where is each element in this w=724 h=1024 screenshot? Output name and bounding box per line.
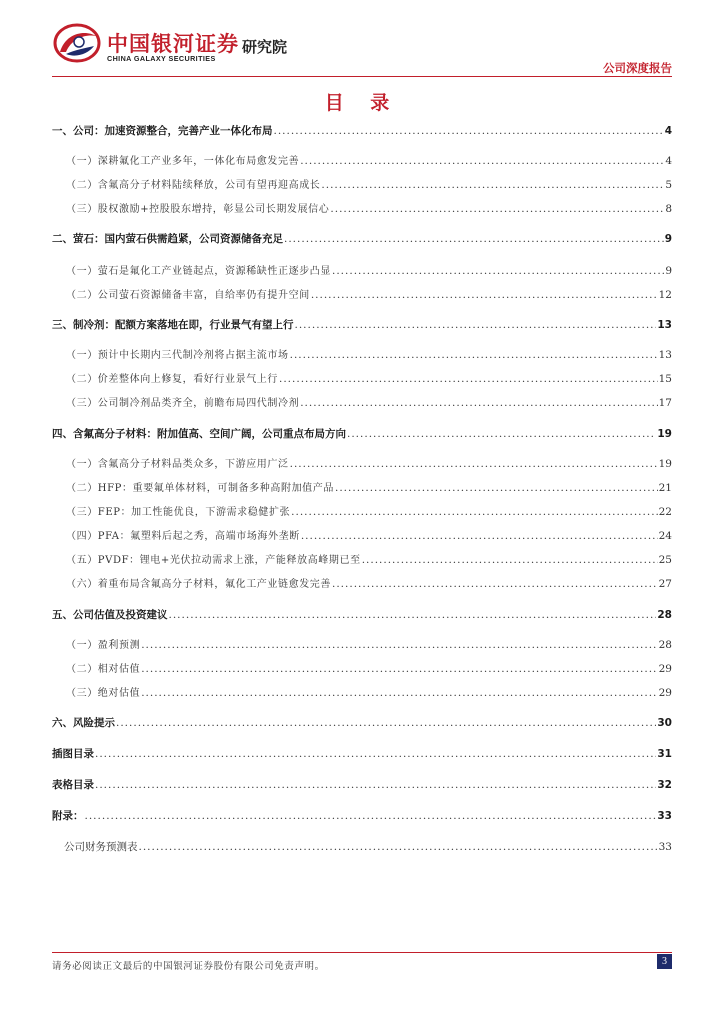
toc-entry-title: 三、制冷剂：配额方案落地在即，行业景气有望上行 xyxy=(52,319,294,331)
toc-leader-dots xyxy=(139,840,658,854)
toc-entry-page: 5 xyxy=(665,179,672,191)
toc-leader-dots xyxy=(362,553,658,567)
toc-leader-dots xyxy=(290,457,658,471)
toc-entry[interactable] xyxy=(52,577,672,592)
report-type-label: 公司深度报告 xyxy=(603,61,672,75)
toc-entry-title: （二）含氟高分子材料陆续释放，公司有望再迎高成长 xyxy=(66,180,321,191)
brand-name-en: CHINA GALAXY SECURITIES xyxy=(107,54,216,63)
header-divider xyxy=(52,76,672,77)
toc-entry[interactable] xyxy=(52,840,672,854)
toc-entry-title: （五）PVDF：锂电+光伏拉动需求上涨，产能释放高峰期已至 xyxy=(66,555,361,566)
toc-entry-page: 27 xyxy=(658,578,672,590)
toc-entry-title: （二）价差整体向上修复，看好行业景气上行 xyxy=(66,374,278,385)
toc-entry-title: （二）公司萤石资源储备丰富，自给率仍有提升空间 xyxy=(66,290,310,301)
toc-entry-page: 4 xyxy=(664,125,672,137)
toc-entry-page: 32 xyxy=(657,779,672,791)
toc-entry-title: （三）公司制冷剂品类齐全，前瞻布局四代制冷剂 xyxy=(66,398,300,409)
toc-entry-page: 25 xyxy=(658,554,672,566)
toc-leader-dots xyxy=(347,427,656,441)
toc-entry-page: 33 xyxy=(657,810,672,822)
toc-entry[interactable] xyxy=(52,348,672,363)
toc-entry-title: （三）绝对估值 xyxy=(66,688,141,699)
toc-entry-title: 一、公司：加速资源整合，完善产业一体化布局 xyxy=(52,125,273,137)
toc-entry-title: 公司财务预测表 xyxy=(64,841,138,853)
toc-entry-page: 33 xyxy=(658,841,672,853)
toc-leader-dots xyxy=(335,481,658,495)
toc-entry[interactable] xyxy=(52,638,672,653)
toc-entry-title: （一）盈利预测 xyxy=(66,640,141,651)
toc-entry-title: 附录： xyxy=(52,810,84,822)
toc-entry[interactable] xyxy=(52,553,672,568)
toc-entry[interactable] xyxy=(52,288,672,303)
toc-entry-page: 9 xyxy=(664,233,672,245)
toc-title: 目 录 xyxy=(324,92,400,114)
toc-entry[interactable] xyxy=(52,662,672,677)
toc-entry[interactable] xyxy=(52,716,672,730)
brand-name-cn: 中国银河证券 xyxy=(107,32,239,56)
toc-leader-dots xyxy=(321,178,664,192)
toc-leader-dots xyxy=(116,716,656,730)
toc-entry-title: 二、萤石：国内萤石供需趋紧，公司资源储备充足 xyxy=(52,233,283,245)
toc-entry[interactable] xyxy=(52,232,672,246)
toc-entry[interactable] xyxy=(52,505,672,520)
toc-entry-title: （一）深耕氟化工产业多年，一体化布局愈发完善 xyxy=(66,156,300,167)
toc-entry-title: （三）FEP：加工性能优良，下游需求稳健扩张 xyxy=(66,507,291,518)
toc-entry-title: （一）含氟高分子材料品类众多，下游应用广泛 xyxy=(66,459,289,470)
toc-entry-page: 17 xyxy=(658,397,672,409)
toc-entry[interactable] xyxy=(52,372,672,387)
toc-entry[interactable] xyxy=(52,202,672,217)
toc-leader-dots xyxy=(290,348,658,362)
toc-entry-title: （二）HFP：重要氟单体材料，可制备多种高附加值产品 xyxy=(66,483,334,494)
toc-entry[interactable] xyxy=(52,686,672,701)
toc-entry-title: （一）萤石是氟化工产业链起点，资源稀缺性正逐步凸显 xyxy=(66,266,331,277)
toc-leader-dots xyxy=(330,202,664,216)
toc-leader-dots xyxy=(274,124,664,138)
toc-leader-dots xyxy=(279,372,658,386)
toc-entry-title: 五、公司估值及投资建议 xyxy=(52,609,168,621)
toc-entry-page: 19 xyxy=(658,458,672,470)
page-number: 3 xyxy=(657,954,672,969)
toc-entry-page: 24 xyxy=(658,530,672,542)
toc-entry-page: 30 xyxy=(657,717,672,729)
toc-entry[interactable] xyxy=(52,778,672,792)
toc-leader-dots xyxy=(85,809,657,823)
toc-entry-page: 8 xyxy=(665,203,672,215)
toc-leader-dots xyxy=(311,288,658,302)
toc-entry[interactable] xyxy=(52,124,672,138)
page-header xyxy=(0,0,724,76)
toc-leader-dots xyxy=(141,638,657,652)
galaxy-logo-icon xyxy=(52,22,102,64)
toc-entry[interactable] xyxy=(52,457,672,472)
toc-entry[interactable] xyxy=(52,396,672,411)
toc-entry-title: 六、风险提示 xyxy=(52,717,115,729)
toc-entry[interactable] xyxy=(52,154,672,169)
toc-entry-title: （三）股权激励+控股股东增持，彰显公司长期发展信心 xyxy=(66,204,330,215)
toc-entry[interactable] xyxy=(52,809,672,823)
toc-leader-dots xyxy=(300,396,657,410)
toc-entry-page: 28 xyxy=(657,609,672,621)
toc-entry-title: 四、含氟高分子材料：附加值高、空间广阔，公司重点布局方向 xyxy=(52,428,346,440)
toc-entry-page: 21 xyxy=(658,482,672,494)
toc-leader-dots xyxy=(284,232,664,246)
toc-leader-dots xyxy=(291,505,657,519)
toc-entry-page: 9 xyxy=(665,265,672,277)
toc-entry[interactable] xyxy=(52,747,672,761)
toc-entry-title: 插图目录 xyxy=(52,748,94,760)
toc-entry-page: 29 xyxy=(658,687,672,699)
toc-entry[interactable] xyxy=(52,427,672,441)
toc-entry-page: 15 xyxy=(658,373,672,385)
toc-entry-title: （四）PFA：氟塑料后起之秀，高端市场海外垄断 xyxy=(66,531,300,542)
toc-entry[interactable] xyxy=(52,178,672,193)
toc-entry-title: （一）预计中长期内三代制冷剂将占据主流市场 xyxy=(66,350,289,361)
toc-entry-title: （六）着重布局含氟高分子材料，氟化工产业链愈发完善 xyxy=(66,579,331,590)
footer-divider xyxy=(52,952,672,953)
toc-entry-title: （二）相对估值 xyxy=(66,664,141,675)
disclaimer-note: 请务必阅读正文最后的中国银河证券股份有限公司免责声明。 xyxy=(52,961,325,972)
toc-leader-dots xyxy=(295,318,657,332)
toc-entry[interactable] xyxy=(52,608,672,622)
toc-entry-page: 13 xyxy=(657,319,672,331)
toc-entry-page: 13 xyxy=(658,349,672,361)
toc-leader-dots xyxy=(95,778,656,792)
toc-leader-dots xyxy=(301,529,658,543)
toc-entry[interactable] xyxy=(52,318,672,332)
toc-leader-dots xyxy=(141,686,657,700)
toc-entry[interactable] xyxy=(52,481,672,496)
toc-entry-page: 19 xyxy=(657,428,672,440)
toc-leader-dots xyxy=(300,154,664,168)
toc-entry[interactable] xyxy=(52,264,672,279)
toc-entry-page: 4 xyxy=(665,155,672,167)
toc-leader-dots xyxy=(332,577,658,591)
toc-entry-page: 28 xyxy=(658,639,672,651)
toc-entry-page: 29 xyxy=(658,663,672,675)
institute-label: 研究院 xyxy=(242,38,288,56)
toc-entry-page: 22 xyxy=(658,506,672,518)
toc-leader-dots xyxy=(95,747,656,761)
toc-entry-page: 31 xyxy=(657,748,672,760)
toc-entry-page: 12 xyxy=(658,289,672,301)
toc-entry[interactable] xyxy=(52,529,672,544)
toc-leader-dots xyxy=(332,264,664,278)
toc-leader-dots xyxy=(169,608,657,622)
toc-leader-dots xyxy=(141,662,657,676)
toc-entry-title: 表格目录 xyxy=(52,779,94,791)
